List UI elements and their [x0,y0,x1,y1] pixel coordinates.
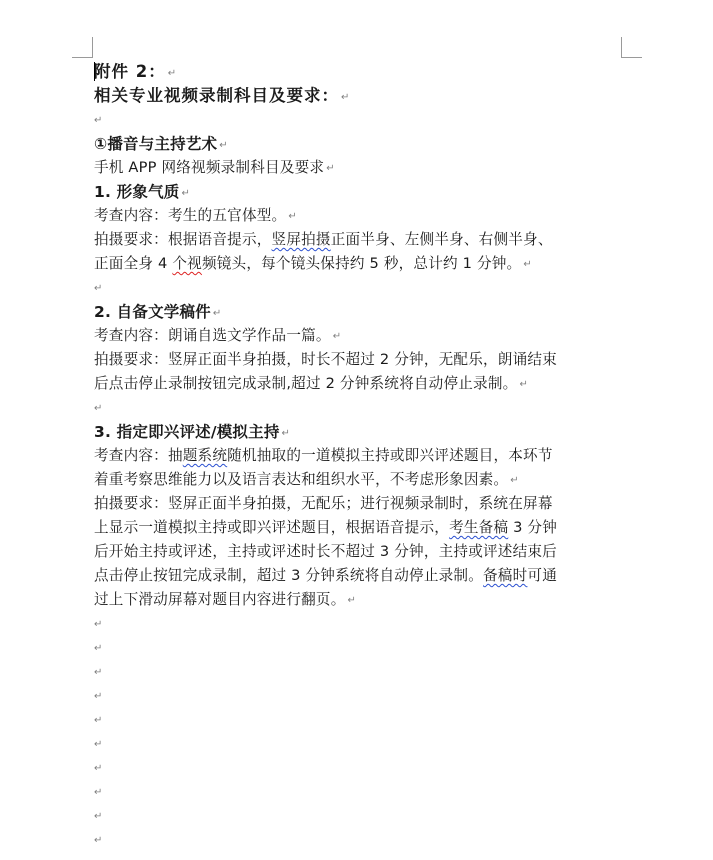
section-heading: ①播音与主持艺术 ↵ [94,135,228,153]
empty-paragraph: ↵ [94,115,103,126]
grammar-flag: 竖屏拍摄 [271,231,331,248]
subtitle: 手机 APP 网络视频录制科目及要求 ↵ [94,159,335,176]
margin-corner-top-right [621,37,642,58]
empty-paragraph: ↵ [94,763,103,774]
paragraph-line: 正面全身 4 个视频镜头，每个镜头保持约 5 秒，总计约 1 分钟。 ↵ [94,255,532,272]
paragraph-line: 后点击停止录制按钮完成录制,超过 2 分钟系统将自动停止录制。 ↵ [94,375,529,392]
document-title: 相关专业视频录制科目及要求： ↵ [94,86,351,105]
paragraph-line: 拍摄要求：根据语音提示，竖屏拍摄正面半身、左侧半身、右侧半身、 [94,231,553,248]
paragraph-line: 过上下滑动屏幕对题目内容进行翻页。 ↵ [94,591,357,608]
attachment-label: 附件 2： ↵ [94,62,178,81]
paragraph-line: 拍摄要求：竖屏正面半身拍摄，无配乐；进行视频录制时，系统在屏幕 [94,495,553,512]
empty-paragraph: ↵ [94,787,103,798]
empty-paragraph: ↵ [94,403,103,414]
item-heading: 2. 自备文学稿件 ↵ [94,303,222,321]
empty-paragraph: ↵ [94,715,103,726]
paragraph-line: 拍摄要求：竖屏正面半身拍摄，时长不超过 2 分钟，无配乐，朗诵结束 [94,351,557,368]
empty-paragraph: ↵ [94,739,103,750]
empty-paragraph: ↵ [94,667,103,678]
grammar-flag: 备稿时 [483,567,528,584]
paragraph-line: 考查内容：考生的五官体型。 ↵ [94,207,297,224]
empty-paragraph: ↵ [94,643,103,654]
empty-paragraph: ↵ [94,619,103,630]
item-heading: 3. 指定即兴评述/模拟主持 ↵ [94,423,291,441]
empty-paragraph: ↵ [94,691,103,702]
paragraph-line: 考查内容：朗诵自选文学作品一篇。 ↵ [94,327,342,344]
empty-paragraph: ↵ [94,283,103,294]
paragraph-line: 着重考察思维能力以及语言表达和组织水平，不考虑形象因素。 ↵ [94,471,519,488]
paragraph-line: 考查内容：抽题系统随机抽取的一道模拟主持或即兴评述题目，本环节 [94,447,553,464]
document-body[interactable] [94,60,624,852]
grammar-flag: 考生备稿 [449,519,509,536]
item-heading: 1. 形象气质 ↵ [94,183,191,201]
grammar-flag: 题系统 [182,447,228,464]
spelling-flag: 个视 [172,255,202,272]
paragraph-line: 上显示一道模拟主持或即兴评述题目，根据语音提示，考生备稿 3 分钟 [94,519,558,536]
paragraph-line: 点击停止按钮完成录制，超过 3 分钟系统将自动停止录制。备稿时可通 [94,567,557,584]
margin-corner-top-left [72,37,93,58]
empty-paragraph: ↵ [94,835,103,846]
paragraph-line: 后开始主持或评述，主持或评述时长不超过 3 分钟，主持或评述结束后 [94,543,557,560]
empty-paragraph: ↵ [94,811,103,822]
